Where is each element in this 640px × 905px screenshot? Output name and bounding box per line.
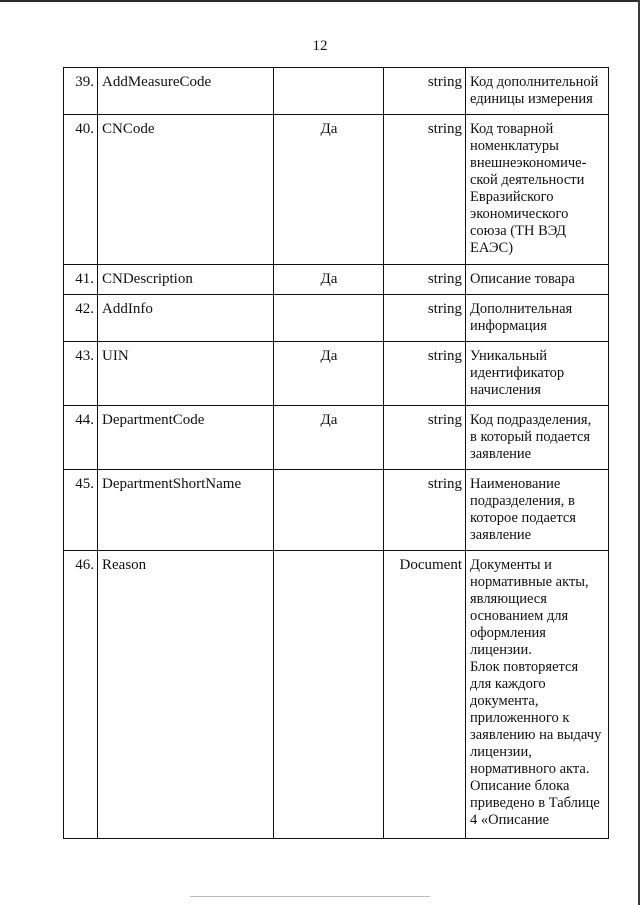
description-line: лицензии, [470,744,532,760]
table-row [64,551,609,839]
row-number-cell: 40. [64,115,98,265]
description-line: заявление [470,446,532,462]
description-cell [466,406,609,470]
description-line: Дополнительная [470,301,573,317]
table-row [64,68,609,115]
row-number-cell: 44. [64,406,98,470]
description-line: для каждого [470,676,546,692]
description-line: Код подразделения, [470,412,592,428]
row-number-cell: 43. [64,342,98,406]
description-cell [466,115,609,265]
description-cell [466,265,609,295]
row-number-cell: 45. [64,470,98,551]
data-type-cell: string [384,68,466,115]
table-row [64,265,609,295]
required-cell: Да [274,265,384,295]
description-line: Наименование [470,476,561,492]
required-cell [274,295,384,342]
description-line: идентификатор [470,365,565,381]
table-row [64,406,609,470]
description-line: Евразийского [470,189,554,205]
description-line: оформления [470,625,546,641]
required-cell [274,470,384,551]
description-line: заявление [470,527,532,543]
description-line: Документы и [470,557,552,573]
data-type-cell: string [384,406,466,470]
description-line: документа, [470,693,539,709]
required-cell: Да [274,406,384,470]
description-cell [466,68,609,115]
description-line: заявлению на выдачу [470,727,602,743]
scan-border-top [0,0,640,2]
field-name-cell: DepartmentCode [98,406,274,470]
description-cell [466,551,609,839]
field-name-cell: CNCode [98,115,274,265]
description-line: Код товарной [470,121,554,137]
description-line: Код дополнительной [470,74,599,90]
field-name-cell: AddInfo [98,295,274,342]
description-line: единицы измерения [470,91,593,107]
description-line: основанием для [470,608,569,624]
description-line: Уникальный [470,348,548,364]
description-cell [466,470,609,551]
description-line: подразделения, в [470,493,575,509]
fields-table [63,67,609,839]
description-line: приложенного к [470,710,570,726]
description-line: номенклатуры [470,138,559,154]
row-number-cell: 46. [64,551,98,839]
description-cell [466,295,609,342]
description-line: Описание товара [470,271,575,287]
row-number-cell: 42. [64,295,98,342]
table-row [64,470,609,551]
description-line: являющиеся [470,591,547,607]
required-cell [274,551,384,839]
description-line: союза (ТН ВЭД [470,223,567,239]
description-line: ской деятельности [470,172,585,188]
data-type-cell: string [384,265,466,295]
description-line: которое подается [470,510,576,526]
table-row [64,342,609,406]
table-row [64,295,609,342]
data-type-cell: string [384,295,466,342]
page-number: 12 [312,38,328,54]
field-name-cell: AddMeasureCode [98,68,274,115]
data-type-cell: string [384,115,466,265]
description-line: нормативные акты, [470,574,589,590]
description-line: приведено в Таблице [470,795,600,811]
table-row [64,115,609,265]
data-type-cell: string [384,342,466,406]
description-line: внешнеэкономиче- [470,155,587,171]
field-name-cell: CNDescription [98,265,274,295]
row-number-cell: 39. [64,68,98,115]
fields-table-body [64,68,609,839]
required-cell: Да [274,342,384,406]
description-line: начисления [470,382,541,398]
field-name-cell: DepartmentShortName [98,470,274,551]
description-cell [466,342,609,406]
description-line: Описание блока [470,778,570,794]
data-type-cell: Document [384,551,466,839]
scan-border-bottom [190,896,430,897]
field-name-cell: Reason [98,551,274,839]
description-line: Блок повторяется [470,659,579,675]
description-line: лицензии. [470,642,532,658]
row-number-cell: 41. [64,265,98,295]
description-line: экономического [470,206,569,222]
field-name-cell: UIN [98,342,274,406]
description-line: нормативного акта. [470,761,590,777]
data-type-cell: string [384,470,466,551]
description-line: 4 «Описание [470,812,550,828]
required-cell [274,68,384,115]
description-line: информация [470,318,547,334]
required-cell: Да [274,115,384,265]
description-line: ЕАЭС) [470,240,514,256]
description-line: в который подается [470,429,591,445]
